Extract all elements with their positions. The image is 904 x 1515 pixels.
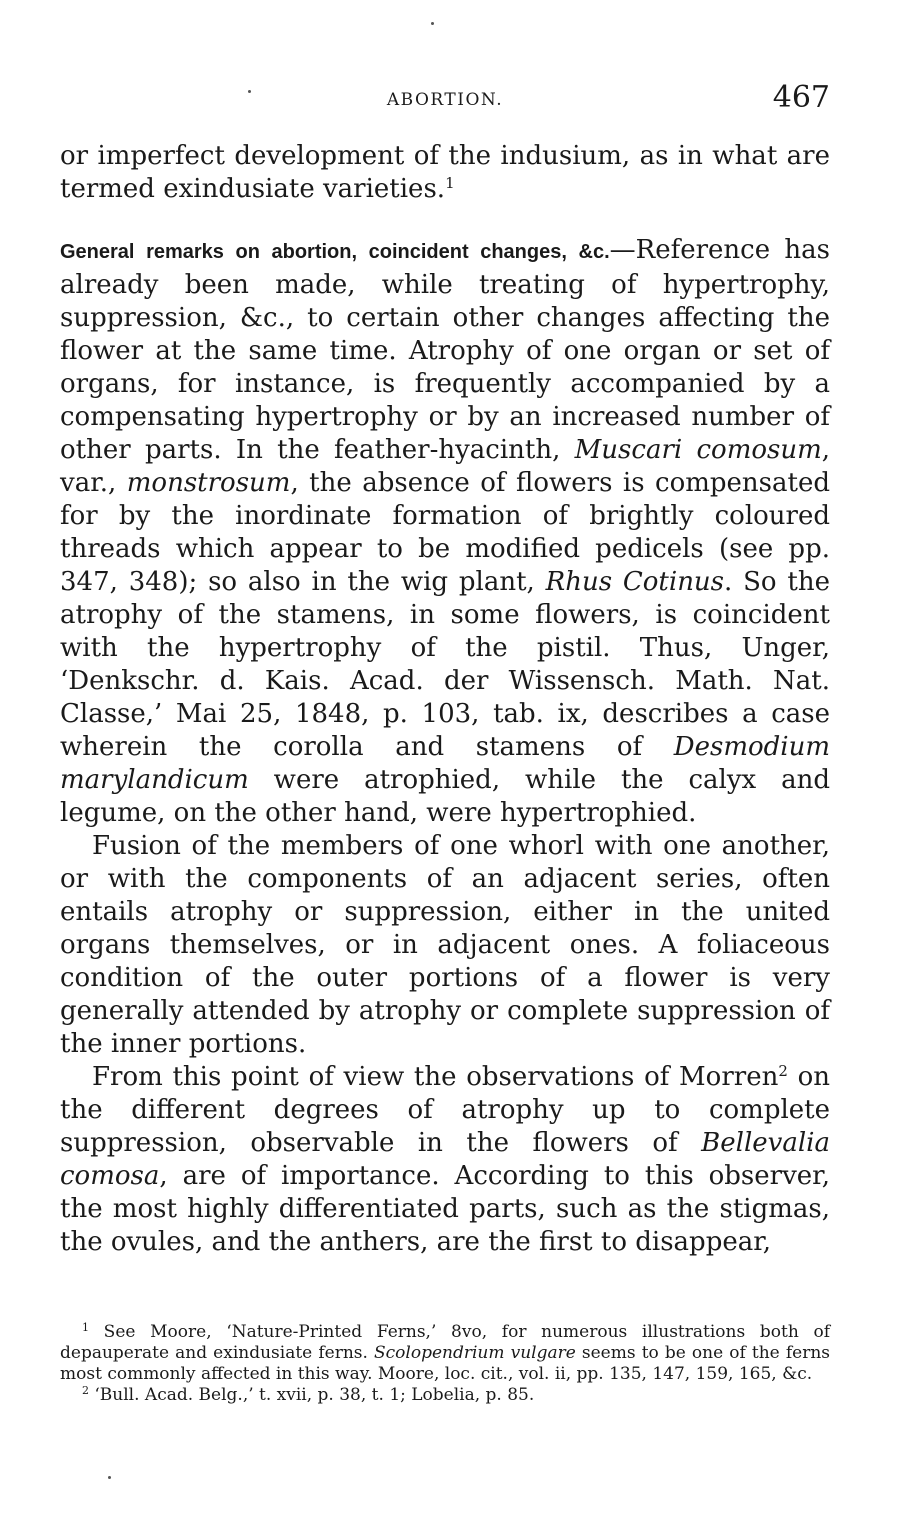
print-speck bbox=[431, 22, 434, 25]
body-text bbox=[60, 140, 830, 1259]
footnote-mark-2: 2 bbox=[82, 1384, 89, 1397]
footnote-1: $^1$ See Moore, ‘Nature-Printed Ferns,’ 8vo, for numerous illustrations both of depauperate and exindusiate ferns. Scolopendrium vulgare seems to be one of the ferns most commonly affected in this way. Moore, loc. cit., vol. ii, pp. 135, 147, 159, 165, &c. bbox=[60, 1321, 830, 1384]
taxon-name: Bellevalia comosa bbox=[60, 1128, 830, 1191]
running-title: ABORTION. bbox=[386, 90, 504, 110]
taxon-name: Desmodium marylandicum bbox=[60, 732, 830, 795]
page-header bbox=[60, 80, 830, 120]
paragraph-4: From this point of view the observations of Morren$^2$ on the different degrees of atrophy up to complete suppression, observable in the flowers of Bellevalia comosa, are of importance. According to this observer, the most highly differentiated parts, such as the stigmas, the ovules, and the anthers, are the first to disappear, bbox=[60, 1062, 830, 1257]
paragraph-1: or imperfect development of the indusium, as in what are termed exindusiate varieties.$^1$ bbox=[60, 141, 830, 204]
sidehead: General remarks on abortion, coincident changes, &c. bbox=[60, 241, 610, 263]
paragraph-3: Fusion of the members of one whorl with one another, or with the components of an adjacent series, often entails atrophy or suppression, either in the united organs themselves, or in adjacent ones. A foliaceous condition of the outer portions of a flower is very generally attended by atrophy or complete suppression of the inner portions. bbox=[60, 831, 830, 1059]
taxon-name: Scolopendrium vulgare bbox=[374, 1343, 576, 1363]
footnote-ref-1[interactable]: 1 bbox=[445, 174, 455, 192]
print-speck bbox=[108, 1476, 111, 1479]
footnotes bbox=[60, 1322, 830, 1406]
taxon-name: Rhus Cotinus bbox=[545, 567, 725, 597]
taxon-name: Muscari comosum bbox=[574, 435, 822, 465]
footnote-ref-2[interactable]: 2 bbox=[778, 1062, 788, 1080]
taxon-name: monstrosum bbox=[126, 468, 291, 498]
footnote-2: $^2$ ‘Bull. Acad. Belg.,’ t. xvii, p. 38, t. 1; Lobelia, p. 85. bbox=[82, 1384, 535, 1405]
footnote-mark-1: 1 bbox=[82, 1321, 89, 1334]
page-number: 467 bbox=[772, 80, 830, 115]
paragraph-2: General remarks on abortion, coincident changes, &c.—Reference has already been made, while treating of hypertrophy, suppression, &c., to certain other changes affecting the flower at the same time. Atrophy of one organ or set of organs, for instance, is frequently accompanied by a compensating hypertrophy or by an increased number of other parts. In the feather-hyacinth, Muscari comosum, var., monstrosum, the absence of flowers is compensated for by the inordinate formation of brightly coloured threads which appear to be modified pedicels (see pp. 347, 348); so also in the wig plant, Rhus Cotinus. So the atrophy of the stamens, in some flowers, is coincident with the hypertrophy of the pistil. Thus, Unger, ‘Denkschr. d. Kais. Acad. der Wissensch. Math. Nat. Classe,’ Mai 25, 1848, p. 103, tab. ix, describes a case wherein the corolla and stamens of Desmodium marylandicum were atrophied, while the calyx and legume, on the other hand, were hypertrophied. bbox=[60, 235, 831, 828]
